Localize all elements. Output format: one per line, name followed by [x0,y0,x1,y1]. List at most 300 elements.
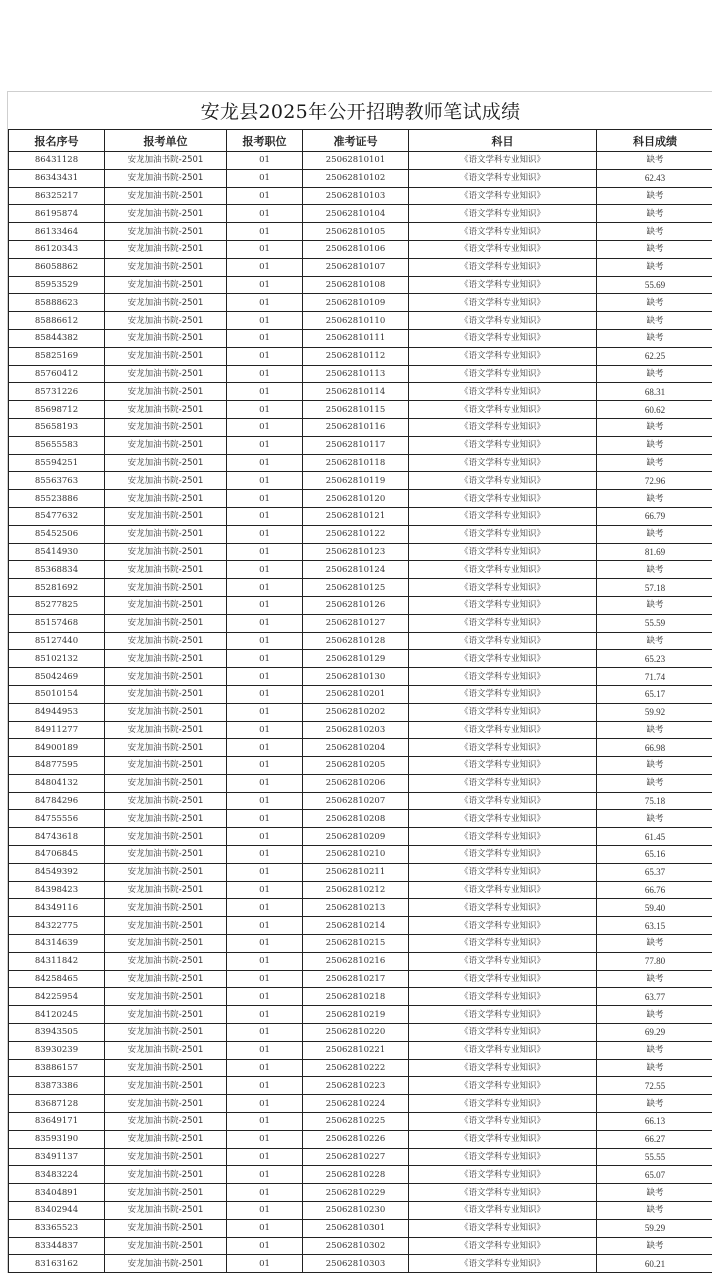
cell-score: 缺考 [597,1041,712,1059]
table-row [9,828,712,846]
cell-score: 65.37 [597,863,712,881]
cell-ticket-no: 25062810115 [303,401,409,419]
cell-ticket-no: 25062810216 [303,952,409,970]
cell-ticket-no: 25062810212 [303,881,409,899]
cell-position: 01 [227,952,303,970]
cell-subject: 《语文学科专业知识》 [409,721,597,739]
cell-registration-no: 85844382 [9,329,105,347]
cell-unit: 安龙加油书院-2501 [105,917,227,935]
cell-score: 55.55 [597,1148,712,1166]
cell-ticket-no: 25062810226 [303,1130,409,1148]
cell-ticket-no: 25062810301 [303,1219,409,1237]
cell-ticket-no: 25062810225 [303,1113,409,1131]
cell-subject: 《语文学科专业知识》 [409,899,597,917]
cell-ticket-no: 25062810202 [303,703,409,721]
cell-registration-no: 86343431 [9,169,105,187]
cell-position: 01 [227,365,303,383]
table-row [9,1095,712,1113]
cell-registration-no: 84322775 [9,917,105,935]
cell-score: 缺考 [597,632,712,650]
cell-position: 01 [227,525,303,543]
cell-score: 缺考 [597,757,712,775]
cell-position: 01 [227,418,303,436]
header-subject: 科目 [409,130,597,152]
cell-score: 72.55 [597,1077,712,1095]
cell-ticket-no: 25062810119 [303,472,409,490]
cell-ticket-no: 25062810121 [303,507,409,525]
cell-registration-no: 85010154 [9,685,105,703]
header-position: 报考职位 [227,130,303,152]
cell-score: 缺考 [597,970,712,988]
cell-position: 01 [227,1006,303,1024]
cell-registration-no: 85127440 [9,632,105,650]
cell-position: 01 [227,205,303,223]
cell-registration-no: 84258465 [9,970,105,988]
cell-ticket-no: 25062810104 [303,205,409,223]
cell-score: 75.18 [597,792,712,810]
cell-ticket-no: 25062810125 [303,579,409,597]
cell-ticket-no: 25062810223 [303,1077,409,1095]
cell-score: 缺考 [597,1059,712,1077]
cell-score: 66.79 [597,507,712,525]
cell-position: 01 [227,383,303,401]
table-row [9,1024,712,1042]
cell-subject: 《语文学科专业知识》 [409,347,597,365]
cell-subject: 《语文学科专业知识》 [409,383,597,401]
cell-score: 缺考 [597,810,712,828]
cell-unit: 安龙加油书院-2501 [105,454,227,472]
cell-registration-no: 83365523 [9,1219,105,1237]
cell-ticket-no: 25062810103 [303,187,409,205]
cell-score: 缺考 [597,1184,712,1202]
cell-ticket-no: 25062810113 [303,365,409,383]
cell-subject: 《语文学科专业知识》 [409,1166,597,1184]
cell-registration-no: 85698712 [9,401,105,419]
cell-position: 01 [227,774,303,792]
cell-unit: 安龙加油书院-2501 [105,863,227,881]
table-row [9,169,712,187]
cell-score: 缺考 [597,418,712,436]
cell-position: 01 [227,1184,303,1202]
cell-position: 01 [227,1024,303,1042]
table-row [9,329,712,347]
cell-position: 01 [227,579,303,597]
cell-ticket-no: 25062810213 [303,899,409,917]
cell-unit: 安龙加油书院-2501 [105,1148,227,1166]
cell-ticket-no: 25062810107 [303,258,409,276]
cell-ticket-no: 25062810203 [303,721,409,739]
cell-unit: 安龙加油书院-2501 [105,365,227,383]
table-row [9,1006,712,1024]
cell-score: 62.43 [597,169,712,187]
cell-score: 65.23 [597,650,712,668]
cell-subject: 《语文学科专业知识》 [409,436,597,454]
cell-subject: 《语文学科专业知识》 [409,935,597,953]
cell-position: 01 [227,988,303,1006]
cell-subject: 《语文学科专业知识》 [409,169,597,187]
table-row [9,454,712,472]
cell-registration-no: 84398423 [9,881,105,899]
cell-subject: 《语文学科专业知识》 [409,258,597,276]
cell-subject: 《语文学科专业知识》 [409,1202,597,1220]
cell-registration-no: 86120343 [9,240,105,258]
cell-registration-no: 85277825 [9,596,105,614]
cell-position: 01 [227,507,303,525]
cell-subject: 《语文学科专业知识》 [409,276,597,294]
cell-ticket-no: 25062810116 [303,418,409,436]
table-row [9,401,712,419]
cell-registration-no: 84911277 [9,721,105,739]
cell-registration-no: 85731226 [9,383,105,401]
cell-registration-no: 84549392 [9,863,105,881]
cell-position: 01 [227,721,303,739]
cell-subject: 《语文学科专业知识》 [409,507,597,525]
table-row [9,507,712,525]
cell-unit: 安龙加油书院-2501 [105,401,227,419]
cell-registration-no: 83649171 [9,1113,105,1131]
cell-subject: 《语文学科专业知识》 [409,881,597,899]
cell-subject: 《语文学科专业知识》 [409,1219,597,1237]
table-row [9,152,712,170]
cell-ticket-no: 25062810101 [303,152,409,170]
table-row [9,561,712,579]
cell-subject: 《语文学科专业知识》 [409,1095,597,1113]
cell-unit: 安龙加油书院-2501 [105,205,227,223]
cell-unit: 安龙加油书院-2501 [105,169,227,187]
cell-ticket-no: 25062810124 [303,561,409,579]
cell-unit: 安龙加油书院-2501 [105,187,227,205]
cell-subject: 《语文学科专业知识》 [409,1077,597,1095]
cell-position: 01 [227,152,303,170]
cell-position: 01 [227,596,303,614]
cell-subject: 《语文学科专业知识》 [409,828,597,846]
cell-unit: 安龙加油书院-2501 [105,988,227,1006]
cell-score: 缺考 [597,935,712,953]
cell-ticket-no: 25062810204 [303,739,409,757]
cell-registration-no: 85523886 [9,490,105,508]
cell-subject: 《语文学科专业知识》 [409,1148,597,1166]
table-row [9,774,712,792]
cell-registration-no: 85563763 [9,472,105,490]
cell-ticket-no: 25062810102 [303,169,409,187]
cell-score: 缺考 [597,329,712,347]
table-row [9,1166,712,1184]
cell-unit: 安龙加油书院-2501 [105,258,227,276]
cell-registration-no: 83163162 [9,1255,105,1273]
cell-position: 01 [227,792,303,810]
cell-ticket-no: 25062810110 [303,312,409,330]
cell-unit: 安龙加油书院-2501 [105,721,227,739]
cell-ticket-no: 25062810227 [303,1148,409,1166]
cell-unit: 安龙加油书院-2501 [105,810,227,828]
cell-subject: 《语文学科专业知识》 [409,418,597,436]
cell-unit: 安龙加油书院-2501 [105,1113,227,1131]
cell-score: 缺考 [597,152,712,170]
cell-ticket-no: 25062810217 [303,970,409,988]
cell-ticket-no: 25062810210 [303,846,409,864]
cell-score: 66.76 [597,881,712,899]
cell-subject: 《语文学科专业知识》 [409,810,597,828]
cell-ticket-no: 25062810201 [303,685,409,703]
cell-unit: 安龙加油书院-2501 [105,703,227,721]
cell-registration-no: 83873386 [9,1077,105,1095]
cell-subject: 《语文学科专业知识》 [409,401,597,419]
cell-unit: 安龙加油书院-2501 [105,294,227,312]
cell-registration-no: 83943505 [9,1024,105,1042]
cell-position: 01 [227,454,303,472]
cell-unit: 安龙加油书院-2501 [105,668,227,686]
cell-score: 63.77 [597,988,712,1006]
cell-unit: 安龙加油书院-2501 [105,1095,227,1113]
cell-unit: 安龙加油书院-2501 [105,685,227,703]
cell-registration-no: 83886157 [9,1059,105,1077]
table-row [9,294,712,312]
cell-position: 01 [227,187,303,205]
cell-unit: 安龙加油书院-2501 [105,507,227,525]
cell-registration-no: 85157468 [9,614,105,632]
cell-subject: 《语文学科专业知识》 [409,970,597,988]
cell-subject: 《语文学科专业知识》 [409,614,597,632]
cell-subject: 《语文学科专业知识》 [409,152,597,170]
cell-position: 01 [227,1041,303,1059]
cell-ticket-no: 25062810118 [303,454,409,472]
cell-ticket-no: 25062810205 [303,757,409,775]
cell-registration-no: 84314639 [9,935,105,953]
cell-position: 01 [227,650,303,668]
cell-registration-no: 84311842 [9,952,105,970]
cell-position: 01 [227,1202,303,1220]
table-row [9,1059,712,1077]
cell-subject: 《语文学科专业知识》 [409,1024,597,1042]
cell-unit: 安龙加油书院-2501 [105,1077,227,1095]
cell-position: 01 [227,1166,303,1184]
table-row [9,668,712,686]
cell-registration-no: 83491137 [9,1148,105,1166]
table-row [9,258,712,276]
cell-position: 01 [227,312,303,330]
cell-ticket-no: 25062810221 [303,1041,409,1059]
table-row [9,1113,712,1131]
cell-subject: 《语文学科专业知识》 [409,1059,597,1077]
table-row [9,1237,712,1255]
header-registration-no: 报名序号 [9,130,105,152]
cell-score: 缺考 [597,525,712,543]
cell-unit: 安龙加油书院-2501 [105,739,227,757]
cell-subject: 《语文学科专业知识》 [409,739,597,757]
table-row [9,739,712,757]
cell-subject: 《语文学科专业知识》 [409,650,597,668]
cell-unit: 安龙加油书院-2501 [105,1059,227,1077]
table-row [9,614,712,632]
cell-score: 缺考 [597,365,712,383]
cell-position: 01 [227,703,303,721]
cell-position: 01 [227,668,303,686]
cell-subject: 《语文学科专业知识》 [409,988,597,1006]
cell-position: 01 [227,276,303,294]
cell-score: 缺考 [597,490,712,508]
cell-score: 缺考 [597,774,712,792]
cell-subject: 《语文学科专业知识》 [409,703,597,721]
cell-registration-no: 83687128 [9,1095,105,1113]
cell-registration-no: 84755556 [9,810,105,828]
cell-subject: 《语文学科专业知识》 [409,846,597,864]
cell-subject: 《语文学科专业知识》 [409,490,597,508]
cell-registration-no: 84120245 [9,1006,105,1024]
cell-unit: 安龙加油书院-2501 [105,650,227,668]
cell-subject: 《语文学科专业知识》 [409,205,597,223]
cell-unit: 安龙加油书院-2501 [105,1041,227,1059]
cell-registration-no: 85655583 [9,436,105,454]
cell-registration-no: 86195874 [9,205,105,223]
cell-ticket-no: 25062810126 [303,596,409,614]
table-row [9,1148,712,1166]
cell-unit: 安龙加油书院-2501 [105,223,227,241]
cell-ticket-no: 25062810111 [303,329,409,347]
cell-ticket-no: 25062810207 [303,792,409,810]
table-row [9,276,712,294]
cell-registration-no: 85414930 [9,543,105,561]
cell-registration-no: 85102132 [9,650,105,668]
cell-score: 缺考 [597,223,712,241]
table-row [9,223,712,241]
cell-registration-no: 85953529 [9,276,105,294]
cell-subject: 《语文学科专业知识》 [409,187,597,205]
cell-subject: 《语文学科专业知识》 [409,1130,597,1148]
cell-ticket-no: 25062810220 [303,1024,409,1042]
cell-ticket-no: 25062810117 [303,436,409,454]
cell-score: 60.62 [597,401,712,419]
cell-score: 缺考 [597,1006,712,1024]
cell-score: 62.25 [597,347,712,365]
header-ticket-no: 准考证号 [303,130,409,152]
cell-score: 缺考 [597,596,712,614]
cell-registration-no: 85452506 [9,525,105,543]
cell-unit: 安龙加油书院-2501 [105,899,227,917]
table-row [9,579,712,597]
cell-subject: 《语文学科专业知识》 [409,240,597,258]
cell-subject: 《语文学科专业知识》 [409,223,597,241]
cell-position: 01 [227,685,303,703]
table-row [9,935,712,953]
cell-ticket-no: 25062810106 [303,240,409,258]
cell-score: 缺考 [597,258,712,276]
cell-score: 66.98 [597,739,712,757]
cell-ticket-no: 25062810230 [303,1202,409,1220]
cell-position: 01 [227,935,303,953]
cell-position: 01 [227,436,303,454]
table-row [9,1219,712,1237]
table-row [9,472,712,490]
cell-score: 61.45 [597,828,712,846]
cell-unit: 安龙加油书院-2501 [105,543,227,561]
cell-registration-no: 84706845 [9,846,105,864]
cell-registration-no: 84225954 [9,988,105,1006]
table-row [9,205,712,223]
cell-unit: 安龙加油书院-2501 [105,632,227,650]
table-row [9,1184,712,1202]
header-unit: 报考单位 [105,130,227,152]
cell-subject: 《语文学科专业知识》 [409,668,597,686]
cell-registration-no: 85368834 [9,561,105,579]
cell-unit: 安龙加油书院-2501 [105,579,227,597]
cell-position: 01 [227,401,303,419]
cell-registration-no: 86058862 [9,258,105,276]
cell-score: 55.59 [597,614,712,632]
cell-registration-no: 83483224 [9,1166,105,1184]
cell-unit: 安龙加油书院-2501 [105,596,227,614]
table-row [9,1255,712,1273]
cell-registration-no: 83593190 [9,1130,105,1148]
cell-position: 01 [227,490,303,508]
cell-position: 01 [227,1077,303,1095]
cell-registration-no: 85760412 [9,365,105,383]
cell-ticket-no: 25062810108 [303,276,409,294]
cell-unit: 安龙加油书院-2501 [105,329,227,347]
cell-unit: 安龙加油书院-2501 [105,240,227,258]
table-row [9,988,712,1006]
cell-registration-no: 85886612 [9,312,105,330]
cell-registration-no: 86325217 [9,187,105,205]
cell-unit: 安龙加油书院-2501 [105,1184,227,1202]
table-row [9,436,712,454]
table-row [9,899,712,917]
cell-score: 81.69 [597,543,712,561]
cell-registration-no: 84944953 [9,703,105,721]
cell-registration-no: 85477632 [9,507,105,525]
cell-score: 71.74 [597,668,712,686]
cell-unit: 安龙加油书院-2501 [105,1237,227,1255]
cell-registration-no: 83930239 [9,1041,105,1059]
cell-unit: 安龙加油书院-2501 [105,1130,227,1148]
cell-position: 01 [227,223,303,241]
table-row [9,347,712,365]
cell-score: 72.96 [597,472,712,490]
cell-score: 66.13 [597,1113,712,1131]
cell-score: 63.15 [597,917,712,935]
cell-subject: 《语文学科专业知识》 [409,1006,597,1024]
table-row [9,365,712,383]
cell-position: 01 [227,614,303,632]
cell-position: 01 [227,329,303,347]
cell-subject: 《语文学科专业知识》 [409,294,597,312]
cell-subject: 《语文学科专业知识》 [409,596,597,614]
table-row [9,757,712,775]
cell-unit: 安龙加油书院-2501 [105,525,227,543]
cell-position: 01 [227,543,303,561]
cell-unit: 安龙加油书院-2501 [105,774,227,792]
cell-subject: 《语文学科专业知识》 [409,1184,597,1202]
cell-score: 65.16 [597,846,712,864]
cell-subject: 《语文学科专业知识》 [409,952,597,970]
cell-position: 01 [227,828,303,846]
cell-score: 65.07 [597,1166,712,1184]
cell-ticket-no: 25062810219 [303,1006,409,1024]
cell-position: 01 [227,1255,303,1273]
cell-score: 缺考 [597,1095,712,1113]
cell-score: 69.29 [597,1024,712,1042]
cell-position: 01 [227,1059,303,1077]
table-row [9,632,712,650]
cell-subject: 《语文学科专业知识》 [409,454,597,472]
cell-score: 缺考 [597,1202,712,1220]
table-row [9,312,712,330]
cell-ticket-no: 25062810127 [303,614,409,632]
header-score: 科目成绩 [597,130,712,152]
cell-unit: 安龙加油书院-2501 [105,1219,227,1237]
cell-ticket-no: 25062810229 [303,1184,409,1202]
cell-unit: 安龙加油书院-2501 [105,1255,227,1273]
cell-position: 01 [227,347,303,365]
